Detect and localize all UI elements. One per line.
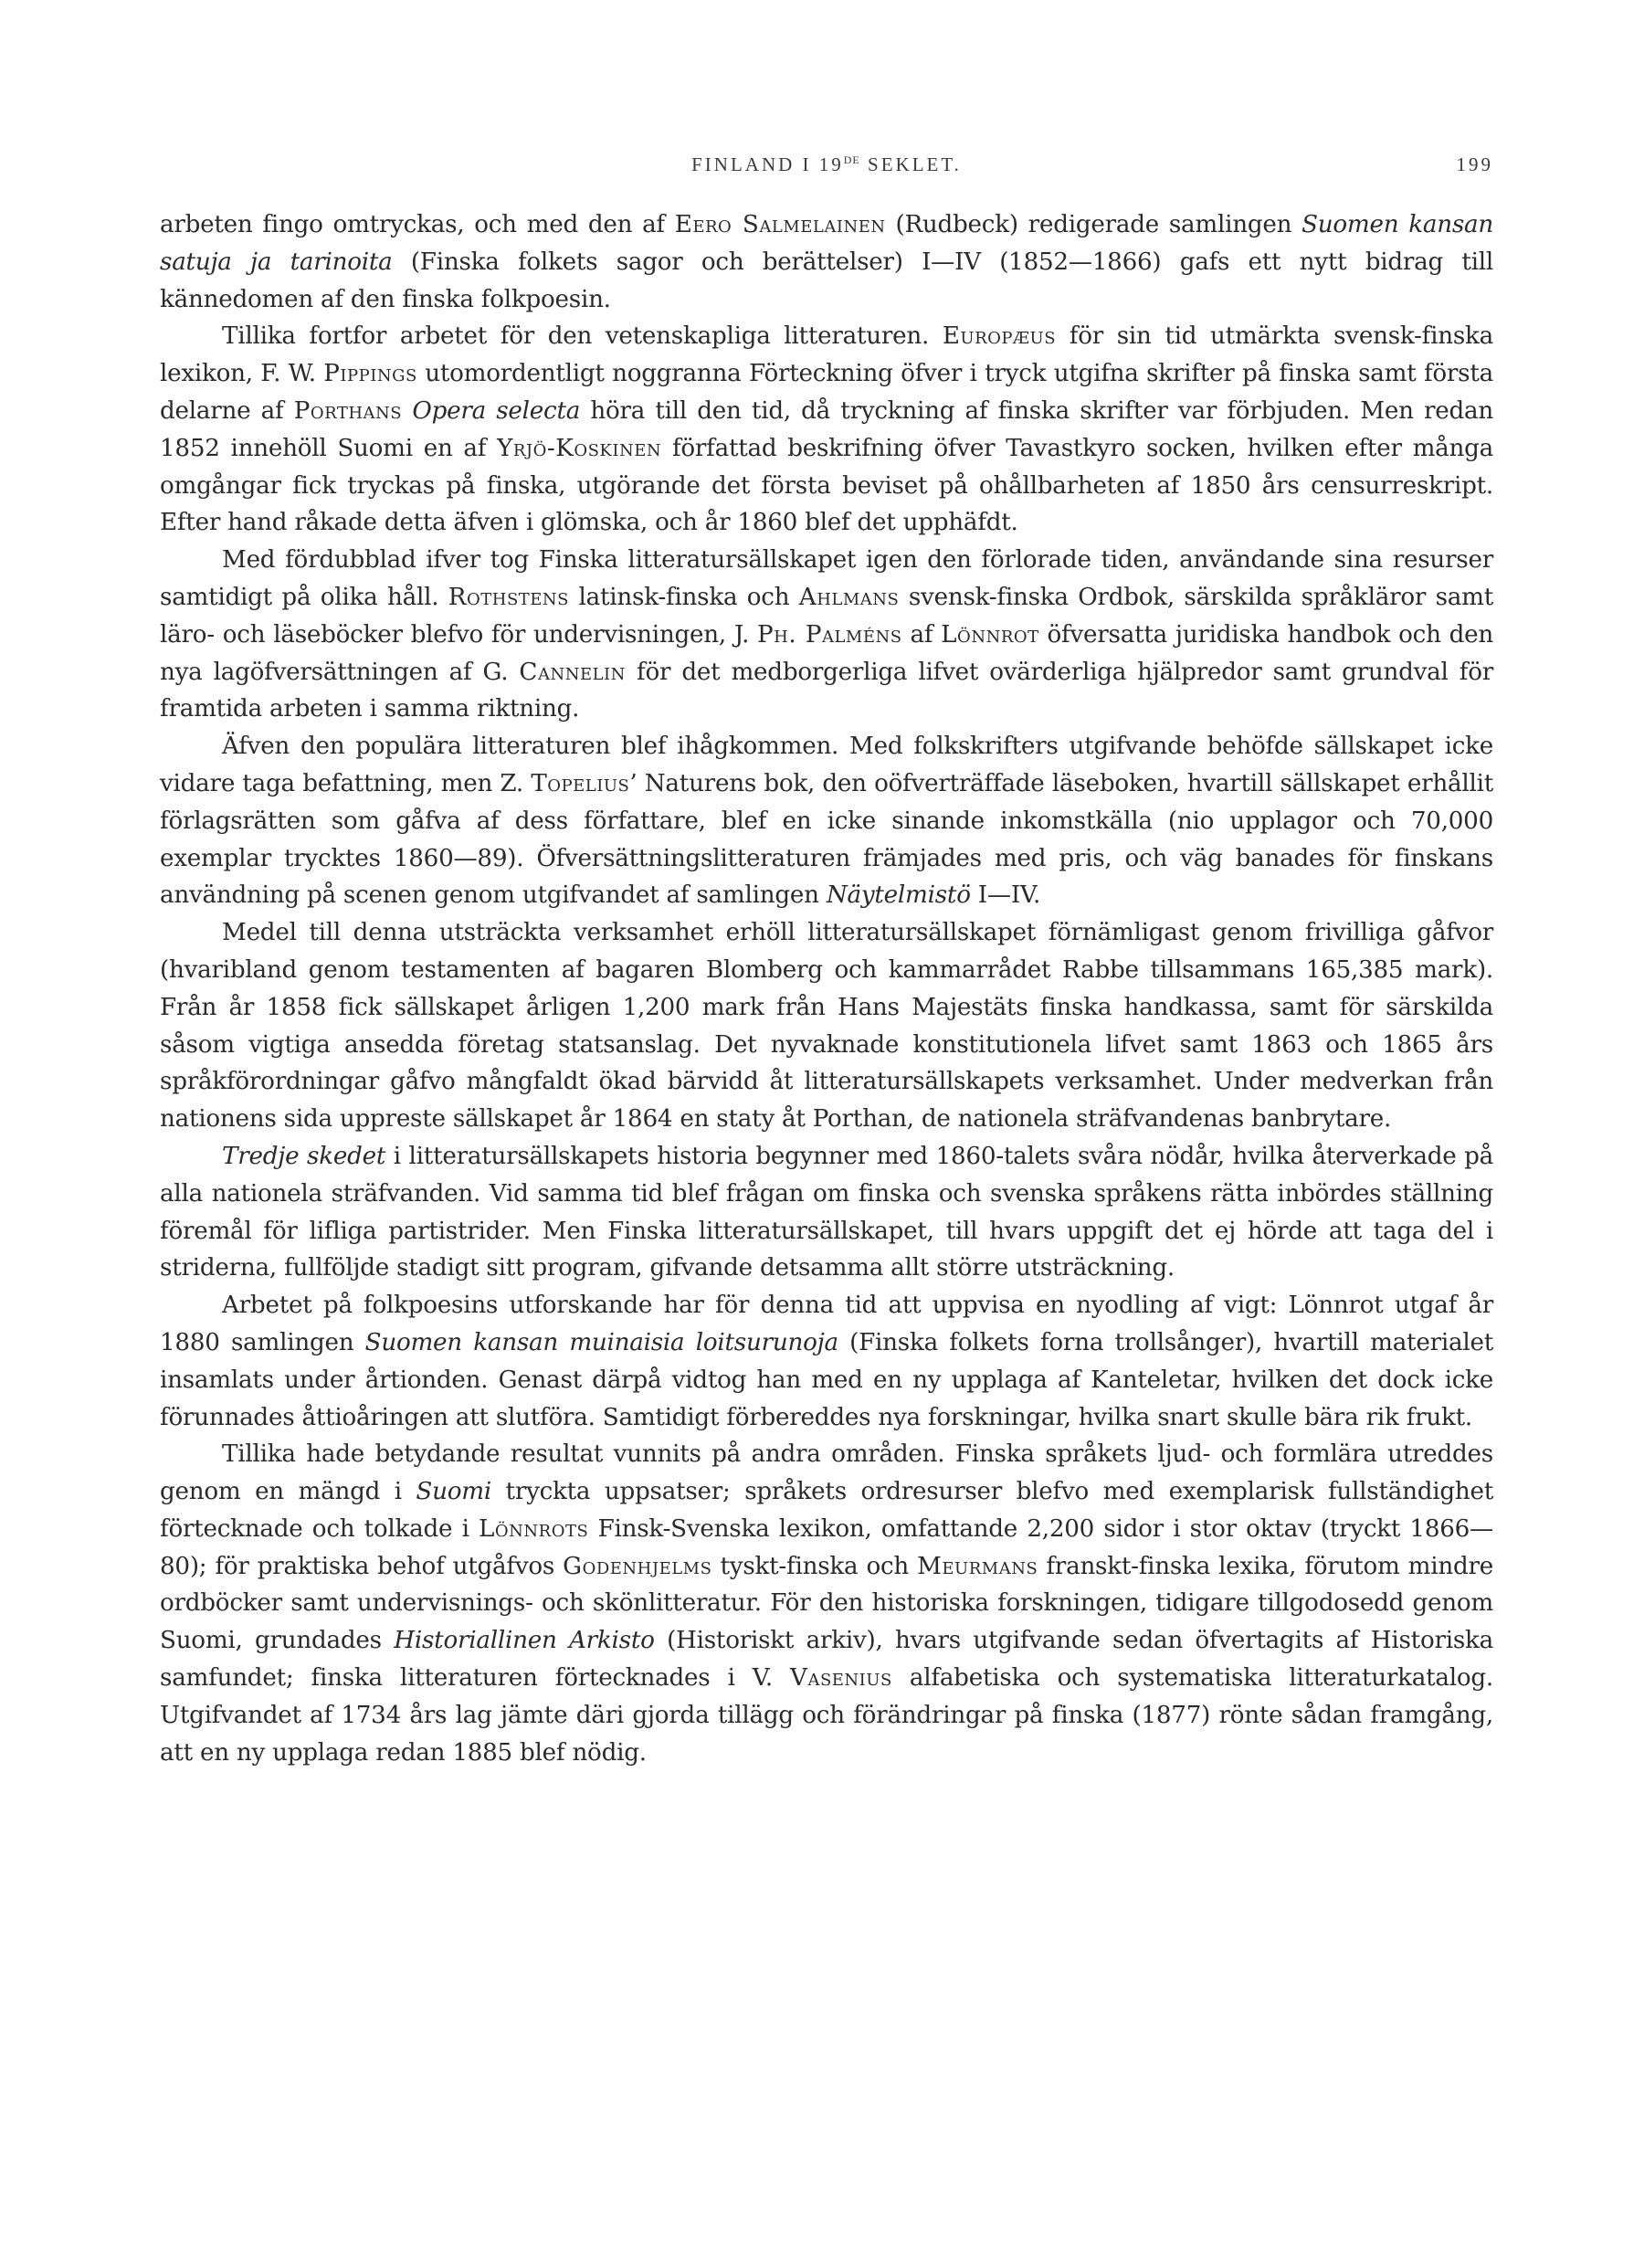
paragraph xyxy=(160,1138,1493,1287)
text-run: (Finska folkets sagor och berättelser) I—IV (1852—1866) gafs ett nytt bidrag till kännedomen af den finska folkpoesin. xyxy=(160,248,1493,313)
text-run: Tillika hade betydande resultat vunnits på andra områden. Finska språkets ljud- och formlära utreddes genom en mängd i xyxy=(160,1440,1493,1506)
text-run: öfversatta juridiska handbok och den nya lagöfversättningen af G. xyxy=(160,620,1493,686)
body-text xyxy=(160,206,1493,1771)
text-run: svensk-finska Ordbok, särskilda språkläror samt läro- och läseböcker blefvo för undervisningen, J. xyxy=(160,583,1494,649)
text-run: Tillika fortfor arbetet för den vetenskapliga litteraturen. xyxy=(222,322,943,351)
text-run: (Finska folkets forna trollsånger), hvartill materialet insamlats under årtionden. Genast därpå vidtog han med en ny upplaga af Kanteletar, hvilken det dock icke förunnades åttioåringen att slutföra. Samtidigt förbereddes nya forskningar, hvilka snart skulle bära rik frukt. xyxy=(160,1328,1493,1431)
paragraph xyxy=(160,728,1493,914)
text-run: höra till den tid, då tryckning af finska skrifter var förbjuden. Men redan 1852 innehöll Suomi en af xyxy=(160,396,1493,462)
text-run: Arbetet på folkpoesins utforskande har för denna tid att uppvisa en nyodling af vigt: Lönnrot utgaf år 1880 samlingen xyxy=(160,1292,1493,1356)
author-name: Pippings xyxy=(323,360,417,388)
text-run: Äfven den populära litteraturen blef ihågkommen. Med folkskrifters utgifvande behöfde sällskapet icke vidare taga befattning, men Z. xyxy=(160,733,1493,797)
paragraph xyxy=(160,1287,1493,1436)
author-name: Rothstens xyxy=(448,583,570,611)
text-run: författad beskrifning öfver Tavastkyro socken, hvilken efter många omgångar fick tryckas på finska, utgörande det första beviset på ohållbarheten af 1850 års censurreskript. Efter hand råkade detta äfven i glömska, och år 1860 blef det upphäfdt. xyxy=(160,434,1494,537)
author-name: Yrjö-Koskinen xyxy=(497,434,662,462)
paragraph xyxy=(160,318,1493,542)
author-name: Ahlmans xyxy=(798,583,900,611)
text-run: af xyxy=(901,620,942,649)
text-run: tryckta uppsatser; språkets ordresurser blefvo med exemplarisk fullständighet förtecknade och tolkade i xyxy=(160,1478,1493,1543)
work-title: Historiallinen Arkisto xyxy=(394,1627,655,1655)
text-run: för sin tid utmärkta svensk-finska lexikon, F. W. xyxy=(160,322,1493,388)
author-name: Lönnrots xyxy=(479,1514,589,1543)
author-name: Ph. Palméns xyxy=(757,620,902,649)
text-run: arbeten fingo omtryckas, och med den af xyxy=(160,211,675,238)
text-run: I—IV. xyxy=(970,881,1041,910)
text-run: tyskt-finska och xyxy=(711,1552,918,1580)
running-title-end: SEKLET. xyxy=(859,153,962,175)
author-name: Porthans xyxy=(293,396,403,425)
author-name: Eero Salmelainen xyxy=(674,211,886,238)
author-name: Meurmans xyxy=(917,1552,1038,1580)
author-name: Godenhjelms xyxy=(563,1552,712,1580)
author-name: Vasenius xyxy=(790,1664,892,1693)
paragraph xyxy=(160,206,1493,318)
paragraph xyxy=(160,1436,1493,1771)
book-page xyxy=(160,0,1493,2268)
work-title: Näytelmistö xyxy=(826,881,971,910)
text-run: alfabetiska och systematiska litteraturkatalog. Utgifvandet af 1734 års lag jämte däri gjorda tillägg och förändringar på finska (1877) rönte sådan framgång, att en ny upplaga redan 1885 blef nödig. xyxy=(160,1664,1493,1767)
paragraph xyxy=(160,914,1493,1138)
text-run: Medel till denna utsträckta verksamhet erhöll litteratursällskapet förnämligast genom frivilliga gåfvor (hvaribland genom testamenten af bagaren Blomberg och kammarrådet Rabbe tillsammans 165,385 mark). Från år 1858 fick sällskapet årligen 1,200 mark från Hans Majestäts finska handkassa, samt för särskilda såsom vigtiga ansedda företag statsanslag. Det nyvaknade konstitutionela lifvet samt 1863 och 1865 års språkförordningar gåfvo mångfaldt ökad bärvidd åt litteratursällskapets verksamhet. Under medverkan från nationens sida uppreste sällskapet år 1864 en staty åt Porthan, de nationela sträfvandenas banbrytare. xyxy=(160,919,1493,1134)
running-head xyxy=(160,153,1493,190)
paragraph xyxy=(160,542,1493,728)
work-title: Suomi xyxy=(416,1478,491,1506)
text-run: Med fördubblad ifver tog Finska litteratursällskapet igen den förlorade tiden, användande sina resurser samtidigt på olika håll. xyxy=(160,546,1493,611)
text-run: ’ Naturens bok, den oöfverträffade läseboken, hvartill sällskapet erhållit förlagsrätten som gåfva af dess författare, blef en icke sinande inkomstkälla (nio upplagor och 70,000 exemplar trycktes 1860—89). Öfversättningslitteraturen främjades med pris, och väg banades för finskans användning på scenen genom utgifvandet af samlingen xyxy=(160,769,1493,910)
work-title: Tredje skedet xyxy=(222,1142,386,1170)
page-number: 199 xyxy=(1456,153,1493,175)
text-run: (Historiskt arkiv), hvars utgifvande sedan öfvertagits af Historiska samfundet; finska litteraturen förtecknades i V. xyxy=(160,1627,1494,1693)
text-run: franskt-finska lexika, förutom mindre ordböcker samt undervisnings- och skönlitteratur. För den historiska forskningen, tidigare tillgodosedd genom Suomi, grundades xyxy=(160,1552,1493,1655)
text-run: för det medborgerliga lifvet ovärderliga hjälpredor samt grundval för framtida arbeten i samma riktning. xyxy=(160,658,1493,723)
work-title: Suomen kansan muinaisia loitsurunoja xyxy=(364,1328,838,1356)
work-title: Opera selecta xyxy=(412,396,581,425)
author-name: Lönnrot xyxy=(941,620,1039,649)
author-name: Europæus xyxy=(942,322,1057,351)
text-run: utomordentligt noggranna Förteckning öfver i tryck utgifna skrifter på finska samt första delarne af xyxy=(160,360,1493,425)
running-title-superscript: DE xyxy=(843,153,860,166)
text-run: i litteratursällskapets historia begynner med 1860-talets svåra nödår, hvilka återverkade på alla nationela sträfvanden. Vid samma tid blef frågan om finska och svenska språkens rätta inbördes ställning föremål för lifliga partistrider. Men Finska litteratursällskapet, till hvars uppgift det ej hörde att taga del i striderna, fullföljde stadigt sitt program, gifvande detsamma allt större utsträckning. xyxy=(160,1142,1493,1282)
running-title xyxy=(160,153,1493,176)
text-run: (Rudbeck) redigerade samlingen xyxy=(885,211,1302,238)
text-run: latinsk-finska och xyxy=(569,583,799,611)
work-title: Suomen kansan satuja ja tarinoita xyxy=(160,211,1494,276)
author-name: Cannelin xyxy=(519,658,626,686)
running-title-main: FINLAND I 19 xyxy=(691,153,844,175)
text-run: Finsk-Svenska lexikon, omfattande 2,200 sidor i stor oktav (tryckt 1866—80); för praktiska behof utgåfvos xyxy=(160,1514,1493,1580)
text-run xyxy=(402,397,412,425)
author-name: Topelius xyxy=(531,769,630,797)
